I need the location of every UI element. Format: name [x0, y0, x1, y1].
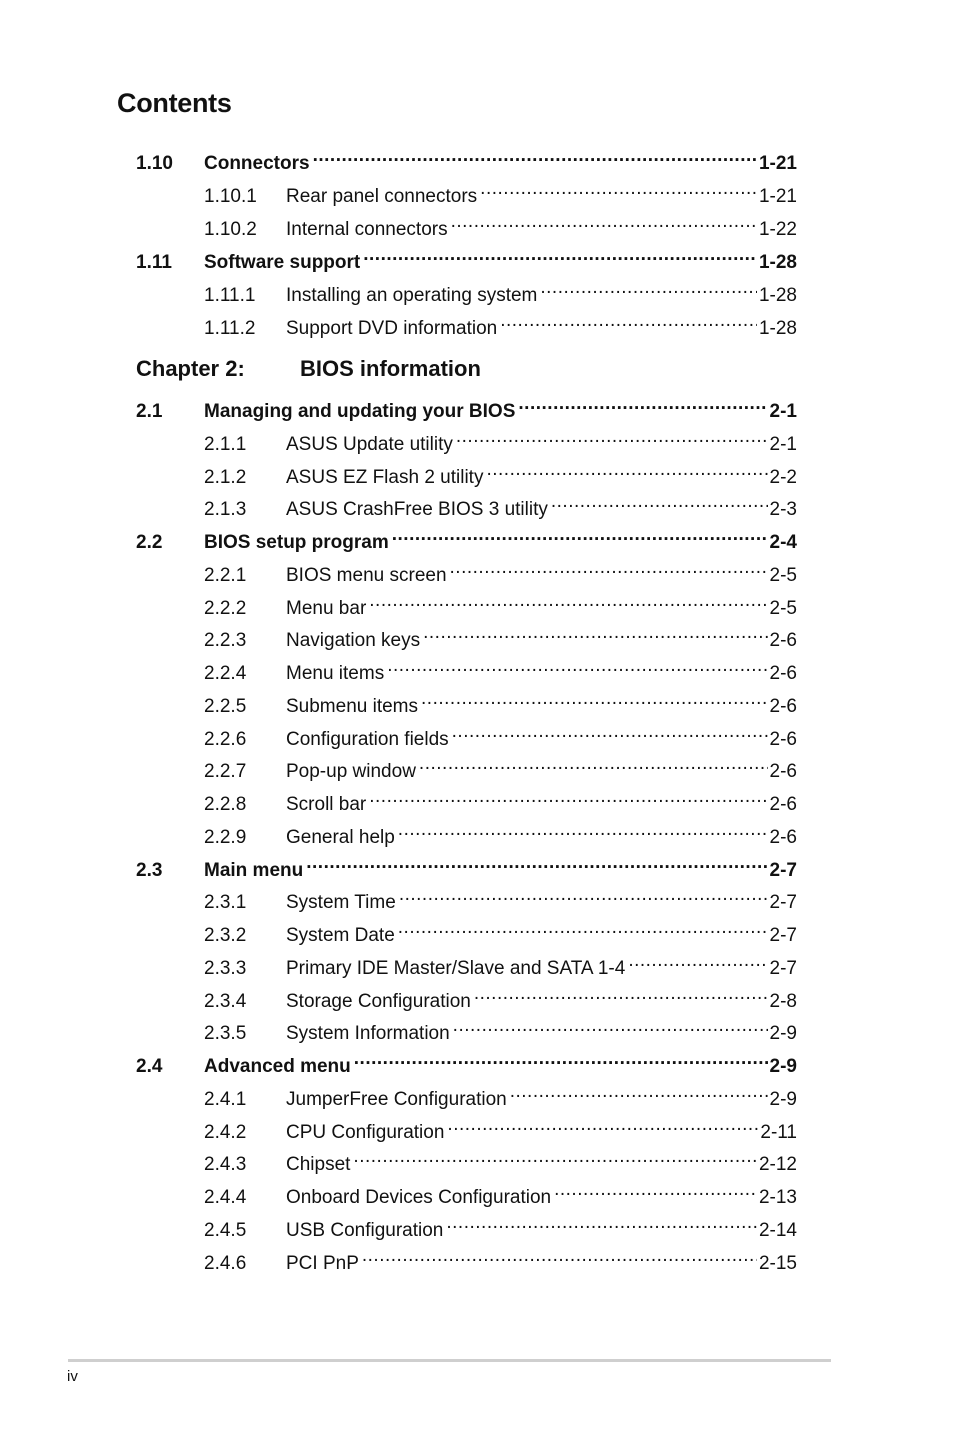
toc-entry-number: 2.2.5 [204, 695, 247, 717]
toc-entry-number: 2.2.7 [204, 761, 247, 783]
toc-dot-leader [450, 555, 768, 581]
toc-entry-title: Primary IDE Master/Slave and SATA 1-4 [286, 957, 626, 979]
toc-entry-title: Managing and updating your BIOS [204, 401, 516, 422]
toc-entry-number: 2.2.3 [204, 630, 247, 652]
toc-subsection-entry[interactable] [204, 784, 797, 815]
toc-entry-page: 2-1 [769, 433, 797, 455]
toc-subsection-entry[interactable] [204, 489, 797, 521]
toc-entry-title: ASUS EZ Flash 2 utility [286, 466, 484, 488]
toc-entry-page: 2-5 [769, 597, 797, 619]
toc-entry-number: 1.11 [136, 251, 172, 273]
toc-entry-page: 2-6 [769, 826, 797, 848]
toc-dot-leader [392, 522, 768, 548]
toc-dot-leader [453, 1013, 768, 1039]
toc-entry-number: 2.4.4 [204, 1187, 247, 1208]
toc-dot-leader [500, 308, 757, 334]
toc-entry-number: 2.3.3 [204, 957, 247, 979]
toc-entry-number: 2.1.2 [204, 466, 247, 488]
toc-entry-page: 1-28 [758, 317, 797, 339]
toc-entry-title: Scroll bar [286, 794, 367, 815]
toc-entry-page: 2-7 [769, 892, 797, 914]
toc-entry-title: Pop-up window [286, 761, 416, 783]
toc-dot-leader [447, 1112, 758, 1138]
toc-dot-leader [540, 275, 757, 301]
chapter-title: BIOS information [300, 356, 481, 381]
toc-dot-leader [362, 1243, 757, 1269]
toc-dot-leader [480, 176, 757, 202]
toc-subsection-entry[interactable] [204, 1079, 797, 1110]
toc-dot-leader [398, 817, 768, 843]
toc-entry-title: USB Configuration [286, 1219, 444, 1241]
toc-entry-title: ASUS CrashFree BIOS 3 utility [286, 499, 548, 521]
toc-entry-title: Chipset [286, 1154, 351, 1176]
toc-entry-page: 2-9 [769, 1023, 797, 1045]
toc-entry-number: 1.10.1 [204, 185, 257, 207]
toc-subsection-entry[interactable] [204, 915, 797, 946]
toc-entry-title: Main menu [204, 859, 304, 881]
toc-dot-leader [369, 784, 767, 810]
toc-entry-title: Internal connectors [286, 218, 448, 240]
toc-entry-page: 2-8 [769, 990, 797, 1012]
toc-subsection-entry[interactable] [204, 1177, 797, 1208]
toc-subsection-entry[interactable] [204, 653, 797, 684]
toc-dot-leader [398, 915, 768, 941]
footer-divider [68, 1359, 831, 1362]
toc-entry-number: 2.2.8 [204, 794, 247, 815]
toc-subsection-entry[interactable] [204, 719, 797, 750]
toc-entry-number: 2.4.1 [204, 1088, 247, 1110]
toc-entry-title: Support DVD information [286, 317, 498, 339]
toc-subsection-entry[interactable] [204, 981, 797, 1012]
chapter-label: Chapter 2: [136, 356, 245, 381]
toc-dot-leader [387, 653, 767, 679]
toc-section-entry[interactable] [136, 1046, 797, 1077]
toc-subsection-entry[interactable] [204, 176, 797, 207]
toc-subsection-entry[interactable] [204, 1112, 797, 1143]
page-title: Contents [117, 88, 232, 118]
toc-entry-number: 2.3.4 [204, 990, 247, 1012]
toc-section-entry[interactable] [136, 143, 797, 174]
toc-entry-title: JumperFree Configuration [286, 1088, 507, 1110]
toc-entry-page: 2-13 [758, 1187, 797, 1208]
toc-entry-page: 2-6 [769, 630, 797, 652]
toc-entry-number: 2.2.4 [204, 663, 247, 684]
toc-entry-page: 2-7 [769, 957, 797, 979]
toc-entry-number: 1.10.2 [204, 218, 257, 240]
toc-dot-leader [486, 457, 767, 483]
toc-entry-number: 2.4.6 [204, 1252, 247, 1274]
toc-dot-leader [354, 1046, 768, 1072]
toc-entry-number: 2.1.3 [204, 499, 247, 521]
toc-entry-title: System Date [286, 925, 395, 946]
toc-entry-title: Storage Configuration [286, 990, 471, 1012]
toc-subsection-entry[interactable] [204, 209, 797, 240]
toc-subsection-entry[interactable] [204, 1210, 797, 1241]
toc-subsection-entry[interactable] [204, 308, 797, 339]
toc-entry-title: Navigation keys [286, 630, 421, 652]
toc-section-entry[interactable] [136, 391, 797, 422]
toc-subsection-entry[interactable] [204, 686, 797, 717]
toc-dot-leader [628, 948, 767, 974]
toc-entry-title: Installing an operating system [286, 284, 538, 306]
toc-entry-number: 2.4.3 [204, 1154, 247, 1176]
toc-entry-page: 2-7 [769, 925, 797, 946]
toc-entry-title: Configuration fields [286, 728, 449, 750]
toc-entry-page: 1-21 [758, 153, 797, 174]
toc-dot-leader [353, 1144, 757, 1170]
toc-entry-title: ASUS Update utility [286, 433, 453, 455]
toc-entry-page: 2-11 [760, 1121, 797, 1143]
toc-entry-page: 2-7 [769, 859, 797, 881]
toc-entry-number: 2.1.1 [204, 433, 247, 455]
toc-entry-title: Submenu items [286, 695, 419, 717]
toc-subsection-entry[interactable] [204, 948, 797, 979]
toc-entry-number: 2.4.2 [204, 1121, 247, 1143]
toc-entry-page: 2-1 [769, 401, 797, 422]
toc-dot-leader [421, 686, 768, 712]
toc-entry-title: System Time [286, 892, 396, 914]
footer-page-number: iv [67, 1368, 78, 1385]
toc-entry-page: 2-5 [769, 564, 797, 586]
toc-dot-leader [474, 981, 768, 1007]
toc-subsection-entry[interactable] [204, 1144, 797, 1176]
toc-entry-title: PCI PnP [286, 1252, 359, 1274]
toc-entry-number: 2.3.1 [204, 892, 247, 914]
toc-subsection-entry[interactable] [204, 1013, 797, 1045]
toc-entry-title: Menu items [286, 663, 385, 684]
toc-dot-leader [306, 850, 767, 876]
toc-dot-leader [363, 242, 757, 268]
toc-dot-leader [369, 588, 767, 614]
toc-section-entry[interactable] [136, 522, 797, 553]
toc-dot-leader [451, 209, 757, 235]
toc-entry-title: Connectors [204, 153, 310, 174]
chapter-heading [136, 356, 481, 382]
toc-entry-page: 2-2 [769, 466, 797, 488]
toc-entry-number: 2.3.5 [204, 1023, 247, 1045]
toc-entry-page: 2-9 [769, 1088, 797, 1110]
toc-dot-leader [456, 424, 768, 450]
toc-entry-page: 2-6 [769, 761, 797, 783]
toc-section-entry[interactable] [136, 242, 797, 273]
toc-subsection-entry[interactable] [204, 588, 797, 619]
toc-entry-page: 2-3 [769, 499, 797, 521]
toc-dot-leader [551, 489, 768, 515]
toc-dot-leader [399, 882, 768, 908]
toc-dot-leader [518, 391, 767, 417]
toc-entry-page: 1-28 [758, 251, 797, 273]
toc-subsection-entry[interactable] [204, 1243, 797, 1274]
toc-subsection-entry[interactable] [204, 751, 797, 783]
toc-entry-page: 1-21 [758, 185, 797, 207]
toc-subsection-entry[interactable] [204, 555, 797, 586]
toc-entry-page: 2-15 [758, 1252, 797, 1274]
toc-entry-title: CPU Configuration [286, 1121, 445, 1143]
toc-entry-number: 1.10 [136, 153, 173, 174]
toc-entry-page: 2-12 [758, 1154, 797, 1176]
toc-dot-leader [554, 1177, 757, 1203]
toc-subsection-entry[interactable] [204, 882, 797, 914]
toc-entry-number: 2.2.1 [204, 564, 247, 586]
toc-entry-title: Rear panel connectors [286, 185, 478, 207]
toc-entry-title: BIOS menu screen [286, 564, 447, 586]
toc-subsection-entry[interactable] [204, 457, 797, 488]
toc-entry-number: 1.11.2 [204, 317, 256, 339]
toc-entry-number: 2.2.9 [204, 826, 247, 848]
toc-entry-title: Menu bar [286, 597, 367, 619]
toc-subsection-entry[interactable] [204, 424, 797, 455]
toc-section-entry[interactable] [136, 850, 797, 881]
toc-entry-number: 2.2 [136, 532, 163, 553]
toc-dot-leader [446, 1210, 757, 1236]
toc-entry-number: 2.4 [136, 1056, 163, 1077]
toc-entry-page: 2-9 [769, 1056, 797, 1077]
toc-entry-page: 1-28 [758, 284, 797, 306]
toc-entry-number: 1.11.1 [204, 284, 256, 306]
toc-dot-leader [419, 751, 768, 777]
toc-entry-number: 2.2.2 [204, 597, 247, 619]
toc-entry-title: System Information [286, 1023, 450, 1045]
toc-entry-title: BIOS setup program [204, 532, 389, 553]
toc-entry-number: 2.4.5 [204, 1219, 247, 1241]
toc-dot-leader [313, 143, 757, 169]
toc-dot-leader [452, 719, 768, 745]
toc-entry-title: Software support [204, 251, 361, 273]
toc-entry-page: 2-6 [769, 794, 797, 815]
toc-entry-page: 2-6 [769, 728, 797, 750]
toc-entry-page: 2-6 [769, 663, 797, 684]
toc-subsection-entry[interactable] [204, 817, 797, 848]
toc-subsection-entry[interactable] [204, 275, 797, 306]
toc-dot-leader [510, 1079, 768, 1105]
toc-entry-title: General help [286, 826, 395, 848]
toc-entry-number: 2.3 [136, 859, 163, 881]
toc-entry-number: 2.2.6 [204, 728, 247, 750]
toc-entry-page: 2-6 [769, 695, 797, 717]
toc-entry-number: 2.3.2 [204, 925, 247, 946]
toc-entry-number: 2.1 [136, 401, 163, 422]
toc-entry-page: 2-14 [758, 1219, 797, 1241]
toc-entry-title: Advanced menu [204, 1056, 351, 1077]
toc-entry-page: 1-22 [758, 218, 797, 240]
toc-entry-title: Onboard Devices Configuration [286, 1187, 552, 1208]
toc-entry-page: 2-4 [769, 532, 797, 553]
toc-subsection-entry[interactable] [204, 620, 797, 652]
toc-dot-leader [423, 620, 767, 646]
